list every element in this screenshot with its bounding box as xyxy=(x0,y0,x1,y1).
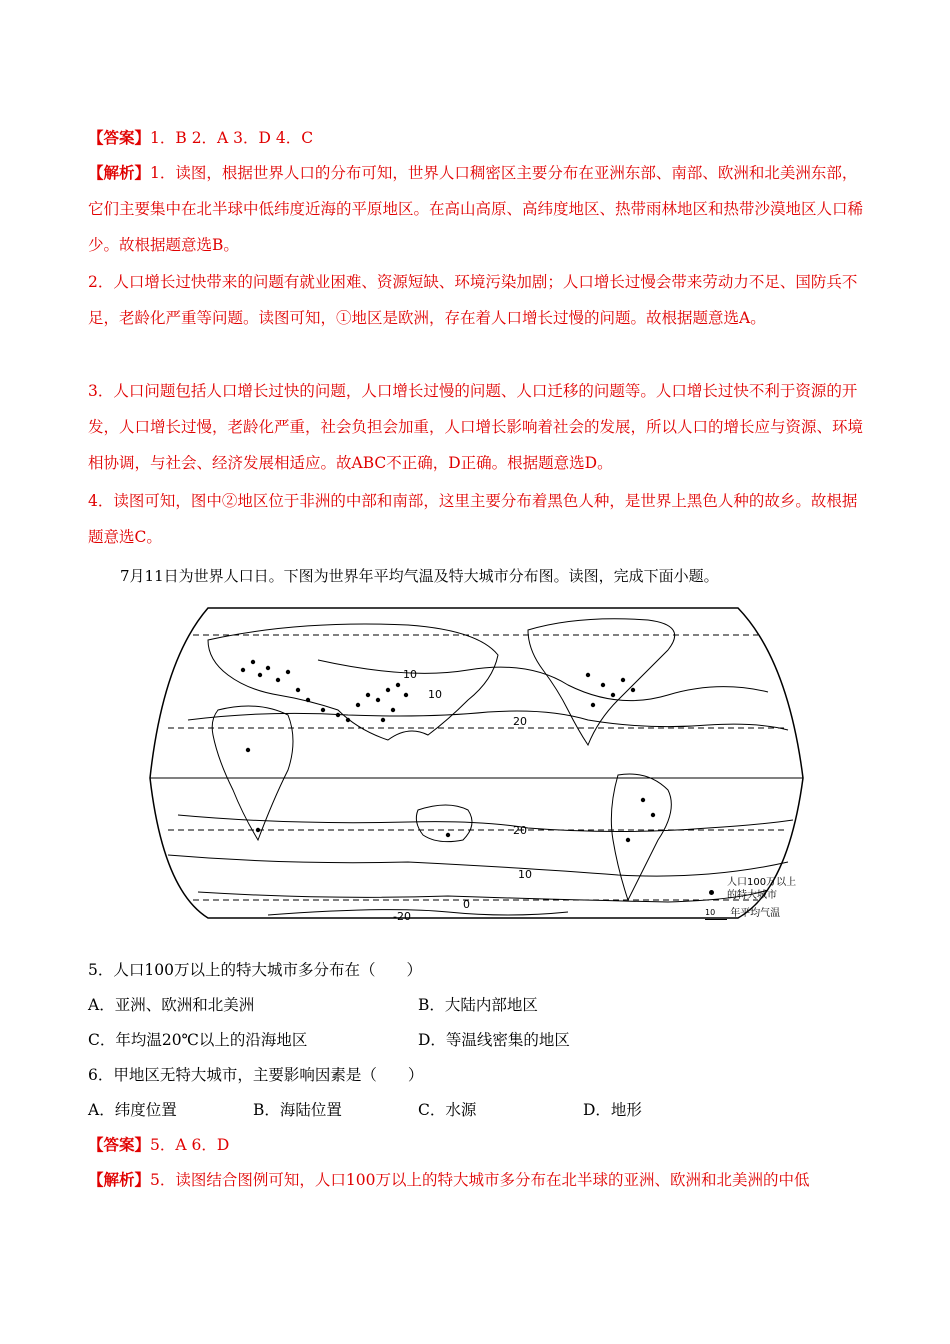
q6-option-b[interactable]: B．海陆位置 xyxy=(253,1101,342,1119)
isotherm-label: 10 xyxy=(403,668,417,681)
answer-text-2: 5．A 6．D xyxy=(150,1136,230,1154)
city-dot xyxy=(321,708,325,712)
city-dot xyxy=(246,748,250,752)
q6-option-a[interactable]: A．纬度位置 xyxy=(88,1101,177,1119)
city-dot xyxy=(626,838,630,842)
city-dot xyxy=(286,670,290,674)
isotherm-south-m20 xyxy=(268,910,568,915)
city-dot xyxy=(296,688,300,692)
analysis-paragraph-3 xyxy=(88,373,868,481)
continent-south-america xyxy=(611,774,671,900)
map-outline xyxy=(150,608,803,918)
isotherm-label: 0 xyxy=(463,898,470,911)
q5-option-c[interactable]: C．年均温20℃以上的沿海地区 xyxy=(88,1031,308,1049)
q5-stem: 5．人口100万以上的特大城市多分布在（ ） xyxy=(88,961,422,979)
city-dot xyxy=(446,833,450,837)
analysis-tag: 【解析】 xyxy=(88,163,151,182)
city-dot xyxy=(366,693,370,697)
city-dot xyxy=(306,698,310,702)
answer-tag-2: 【答案】 xyxy=(88,1135,151,1154)
city-dot xyxy=(651,813,655,817)
city-dot xyxy=(276,678,280,682)
city-dot xyxy=(396,683,400,687)
analysis-p3: 3．人口问题包括人口增长过快的问题，人口增长过慢的问题、人口迁移的问题等。人口增长过快不利于资源的开发，人口增长过慢，老龄化严重，社会负担会加重，人口增长影响着社会的发展，所以人口的增长应与资源、环境相协调，与社会、经济发展相适应。故ABC不正确，D正确。根据题意选D。 xyxy=(88,382,864,472)
analysis-paragraph-4 xyxy=(88,483,868,555)
answer-line-2 xyxy=(88,1133,229,1155)
isotherm-north-10 xyxy=(318,660,768,701)
legend-city-label-2: 的特大城市 xyxy=(727,890,777,901)
city-dots xyxy=(241,660,655,842)
city-dot xyxy=(258,673,262,677)
city-dot xyxy=(381,718,385,722)
analysis-tag-2: 【解析】 xyxy=(88,1170,151,1189)
isotherm-south-10 xyxy=(168,855,788,876)
city-dot xyxy=(631,688,635,692)
city-dot xyxy=(591,703,595,707)
answer-text: 1．B 2．A 3．D 4．C xyxy=(150,129,314,147)
city-dot xyxy=(386,688,390,692)
city-dot xyxy=(266,666,270,670)
city-dot xyxy=(391,708,395,712)
isotherm-line-icon: 10 xyxy=(705,906,727,920)
question-intro: 7月11日为世界人口日。下图为世界年平均气温及特大城市分布图。读图，完成下面小题。 xyxy=(120,567,719,585)
map-legend xyxy=(705,876,796,920)
city-dot xyxy=(251,660,255,664)
city-dot xyxy=(256,828,260,832)
city-dot xyxy=(356,703,360,707)
isotherm-label: 10 xyxy=(518,868,532,881)
city-dot xyxy=(641,798,645,802)
city-dot xyxy=(376,698,380,702)
q5-option-d[interactable]: D．等温线密集的地区 xyxy=(418,1031,570,1049)
city-dot xyxy=(346,718,350,722)
analysis-paragraph-2 xyxy=(88,264,868,336)
analysis-text-2: 5．读图结合图例可知，人口100万以上的特大城市多分布在北半球的亚洲、欧洲和北美洲的中低 xyxy=(150,1171,810,1189)
city-dot-icon xyxy=(709,890,714,895)
isotherm-north-20 xyxy=(188,711,788,730)
answer-tag: 【答案】 xyxy=(88,128,151,147)
isotherm-label: 20 xyxy=(513,824,527,837)
legend-isotherm-label: 年平均气温 xyxy=(730,908,781,919)
continent-europe-asia xyxy=(208,624,498,740)
legend-isotherm xyxy=(705,906,796,920)
city-dot xyxy=(586,673,590,677)
analysis-paragraph-1 xyxy=(88,155,868,263)
city-dot xyxy=(336,713,340,717)
analysis-p2: 2．人口增长过快带来的问题有就业困难、资源短缺、环境污染加剧；人口增长过慢会带来劳动力不足、国防兵不足，老龄化严重等问题。读图可知，①地区是欧洲，存在着人口增长过慢的问题。故根据题意选A。 xyxy=(88,273,858,327)
city-dot xyxy=(404,693,408,697)
analysis-p4: 4．读图可知，图中②地区位于非洲的中部和南部，这里主要分布着黑色人种，是世界上黑色人种的故乡。故根据题意选C。 xyxy=(88,492,858,546)
continent-australia xyxy=(416,805,472,842)
q6-option-c[interactable]: C．水源 xyxy=(418,1101,477,1119)
legend-city-label-1: 人口100万以上 xyxy=(727,877,797,888)
legend-city xyxy=(705,876,796,902)
answer-line-1 xyxy=(88,126,313,148)
q5-option-b[interactable]: B．大陆内部地区 xyxy=(418,996,538,1014)
city-dot xyxy=(601,683,605,687)
isotherm-label: -20 xyxy=(393,910,411,923)
city-dot xyxy=(621,678,625,682)
analysis-p1: 1．读图，根据世界人口的分布可知，世界人口稠密区主要分布在亚洲东部、南部、欧洲和北美洲东部，它们主要集中在北半球中低纬度近海的平原地区。在高山高原、高纬度地区、热带雨林地区和热带沙漠地区人口稀少。故根据题意选B。 xyxy=(88,164,864,254)
q5-option-a[interactable]: A．亚洲、欧洲和北美洲 xyxy=(88,996,255,1014)
q6-stem: 6．甲地区无特大城市，主要影响因素是（ ） xyxy=(88,1066,424,1084)
isotherm-south-20 xyxy=(178,815,793,832)
city-dot xyxy=(611,693,615,697)
analysis-line-2 xyxy=(88,1168,809,1190)
isotherm-label: 20 xyxy=(513,715,527,728)
isotherm-label: 10 xyxy=(428,688,442,701)
city-dot xyxy=(241,668,245,672)
q6-option-d[interactable]: D．地形 xyxy=(583,1101,642,1119)
